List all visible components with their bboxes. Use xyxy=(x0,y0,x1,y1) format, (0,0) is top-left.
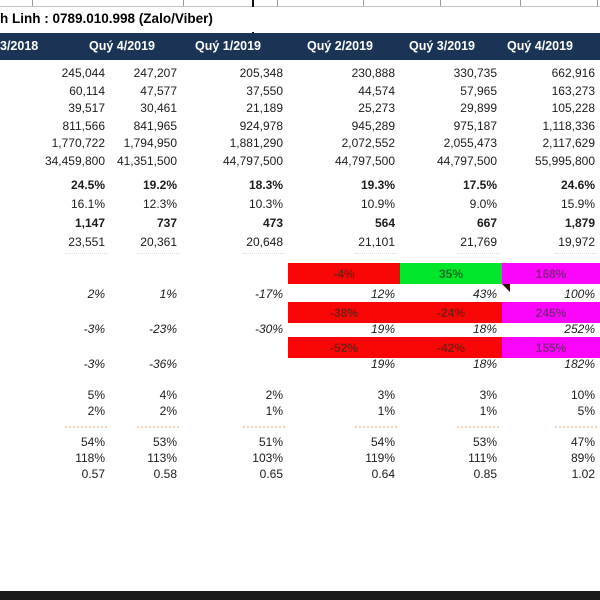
grid-cell-r4c5[interactable]: 975,187 xyxy=(453,119,497,133)
column-tick xyxy=(440,0,441,6)
formatted-cell-red[interactable]: -42% xyxy=(400,337,502,358)
grid-cell-r4c2[interactable]: 841,965 xyxy=(133,119,177,133)
hidden-row-dotline xyxy=(243,426,285,428)
grid-cell-r21c2[interactable]: 0.58 xyxy=(153,467,177,481)
grid-cell-r1c6[interactable]: 662,916 xyxy=(551,66,595,80)
contact-text: h Linh : 0789.010.998 (Zalo/Viber) xyxy=(0,11,213,26)
grid-cell-r1c3[interactable]: 205,348 xyxy=(239,66,283,80)
column-tick xyxy=(363,0,364,6)
grid-cell-r21c5[interactable]: 0.85 xyxy=(473,467,497,481)
grid-cell-r2c2[interactable]: 47,577 xyxy=(140,84,177,98)
column-tick xyxy=(32,0,33,6)
grid-cell-r8c6[interactable]: 15.9% xyxy=(560,197,595,211)
header-cell-q4[interactable]: Quý 2/2019 xyxy=(306,39,373,53)
grid-cell-r6c4[interactable]: 44,797,500 xyxy=(334,154,395,168)
grid-cell-r3c1[interactable]: 39,517 xyxy=(68,101,105,115)
hidden-row-dotline xyxy=(457,426,499,428)
grid-cell-r12c5[interactable]: 43% xyxy=(472,287,497,301)
hidden-row-dotline xyxy=(555,426,597,428)
grid-cell-r3c2[interactable]: 30,461 xyxy=(140,101,177,115)
column-tick xyxy=(520,0,521,6)
grid-cell-r6c2[interactable]: 41,351,500 xyxy=(116,154,177,168)
grid-cell-r12c2[interactable]: 1% xyxy=(159,287,177,301)
grid-cell-r21c4[interactable]: 0.64 xyxy=(371,467,395,481)
grid-cell-r7c3[interactable]: 18.3% xyxy=(248,178,283,192)
grid-cell-r6c1[interactable]: 34,459,800 xyxy=(44,154,105,168)
grid-cell-r5c1[interactable]: 1,770,722 xyxy=(51,136,105,150)
grid-cell-r14c5[interactable]: 18% xyxy=(472,322,497,336)
grid-cell-r9c6[interactable]: 1,879 xyxy=(564,216,595,230)
grid-cell-r2c3[interactable]: 37,550 xyxy=(246,84,283,98)
grid-cell-r18c3[interactable]: 1% xyxy=(265,404,283,418)
grid-cell-r21c6[interactable]: 1.02 xyxy=(571,467,595,481)
grid-cell-r20c2[interactable]: 113% xyxy=(147,451,177,465)
grid-cell-r3c3[interactable]: 21,189 xyxy=(246,101,283,115)
grid-cell-r4c4[interactable]: 945,289 xyxy=(351,119,395,133)
grid-cell-r14c3[interactable]: -30% xyxy=(254,322,283,336)
formatted-cell-red[interactable]: -4% xyxy=(288,263,400,284)
grid-cell-r17c2[interactable]: 4% xyxy=(159,388,177,402)
grid-cell-r14c6[interactable]: 252% xyxy=(564,322,595,336)
grid-cell-r17c4[interactable]: 3% xyxy=(377,388,395,402)
grid-cell-r20c4[interactable]: 119% xyxy=(365,451,395,465)
grid-cell-r19c1[interactable]: 54% xyxy=(80,435,105,449)
grid-cell-r6c3[interactable]: 44,797,500 xyxy=(222,154,283,168)
grid-cell-r19c4[interactable]: 54% xyxy=(370,435,395,449)
grid-cell-r21c3[interactable]: 0.65 xyxy=(259,467,283,481)
grid-cell-r12c4[interactable]: 12% xyxy=(370,287,395,301)
hidden-row-dotline xyxy=(65,426,107,428)
formatted-cell-magenta[interactable]: 245% xyxy=(502,302,600,323)
formatted-cell-magenta[interactable]: 155% xyxy=(502,337,600,358)
grid-cell-r3c6[interactable]: 105,228 xyxy=(551,101,595,115)
column-tick xyxy=(183,0,184,6)
grid-cell-r18c2[interactable]: 2% xyxy=(159,404,177,418)
header-cell-q6[interactable]: Quý 4/2019 xyxy=(506,39,573,53)
grid-cell-r18c1[interactable]: 2% xyxy=(87,404,105,418)
grid-cell-r8c1[interactable]: 16.1% xyxy=(70,197,105,211)
grid-cell-r16c2[interactable]: -36% xyxy=(148,357,177,371)
grid-cell-r9c4[interactable]: 564 xyxy=(374,216,395,230)
formatted-cell-green[interactable]: 35% xyxy=(400,263,502,284)
grid-cell-r20c1[interactable]: 118% xyxy=(75,451,105,465)
bottom-black-bar xyxy=(0,591,600,600)
grid-cell-r6c5[interactable]: 44,797,500 xyxy=(436,154,497,168)
grid-cell-r5c3[interactable]: 1,881,290 xyxy=(229,136,283,150)
grid-cell-r16c5[interactable]: 18% xyxy=(472,357,497,371)
grid-cell-r12c3[interactable]: -17% xyxy=(254,287,283,301)
header-cell-q5[interactable]: Quý 3/2019 xyxy=(408,39,475,53)
grid-cell-r1c5[interactable]: 330,735 xyxy=(453,66,497,80)
grid-cell-r5c2[interactable]: 1,794,950 xyxy=(123,136,177,150)
hidden-row-dotline xyxy=(137,426,179,428)
grid-cell-r18c6[interactable]: 5% xyxy=(577,404,595,418)
grid-cell-r19c5[interactable]: 53% xyxy=(472,435,497,449)
grid-cell-r14c2[interactable]: -23% xyxy=(148,322,177,336)
grid-cell-r14c4[interactable]: 19% xyxy=(370,322,395,336)
grid-cell-r9c5[interactable]: 667 xyxy=(476,216,497,230)
header-cell-q3[interactable]: Quý 1/2019 xyxy=(194,39,261,53)
grid-cell-r4c6[interactable]: 1,118,336 xyxy=(542,119,595,133)
grid-cell-r3c4[interactable]: 25,273 xyxy=(358,101,395,115)
grid-cell-r1c2[interactable]: 247,207 xyxy=(133,66,177,80)
formatted-cell-red[interactable]: -38% xyxy=(288,302,400,323)
grid-cell-r17c6[interactable]: 10% xyxy=(570,388,595,402)
hidden-row-dotline xyxy=(137,253,179,254)
hidden-row-dotline xyxy=(243,253,285,254)
grid-cell-r7c5[interactable]: 17.5% xyxy=(462,178,497,192)
grid-cell-r4c1[interactable]: 811,566 xyxy=(62,119,105,133)
quarter-header-row xyxy=(0,33,600,60)
grid-cell-r2c6[interactable]: 163,273 xyxy=(551,84,595,98)
grid-cell-r6c6[interactable]: 55,995,800 xyxy=(534,154,595,168)
grid-cell-r10c5[interactable]: 21,769 xyxy=(460,235,497,249)
formatted-cell-red[interactable]: -24% xyxy=(400,302,502,323)
hidden-row-dotline xyxy=(555,253,597,254)
grid-cell-r3c5[interactable]: 29,899 xyxy=(460,101,497,115)
grid-cell-r18c5[interactable]: 1% xyxy=(479,404,497,418)
hidden-row-dotline xyxy=(355,426,397,428)
grid-cell-r20c3[interactable]: 103% xyxy=(252,451,283,465)
grid-cell-r19c3[interactable]: 51% xyxy=(258,435,283,449)
grid-cell-r12c1[interactable]: 2% xyxy=(87,287,105,301)
grid-cell-r7c1[interactable]: 24.5% xyxy=(70,178,105,192)
grid-cell-r9c2[interactable]: 737 xyxy=(156,216,177,230)
hidden-row-dotline xyxy=(355,253,397,254)
grid-cell-r2c5[interactable]: 57,965 xyxy=(460,84,497,98)
grid-cell-r16c4[interactable]: 19% xyxy=(370,357,395,371)
grid-cell-r17c3[interactable]: 2% xyxy=(265,388,283,402)
grid-cell-r16c1[interactable]: -3% xyxy=(83,357,105,371)
grid-cell-r7c6[interactable]: 24.6% xyxy=(560,178,595,192)
grid-cell-r8c4[interactable]: 10.9% xyxy=(360,197,395,211)
grid-cell-r19c6[interactable]: 47% xyxy=(570,435,595,449)
grid-cell-r10c2[interactable]: 20,361 xyxy=(140,235,177,249)
grid-cell-r2c1[interactable]: 60,114 xyxy=(69,84,105,98)
column-tick xyxy=(277,0,278,6)
grid-cell-r21c1[interactable]: 0.57 xyxy=(81,467,105,481)
grid-cell-r17c1[interactable]: 5% xyxy=(87,388,105,402)
grid-cell-r1c1[interactable]: 245,044 xyxy=(61,66,105,80)
grid-cell-r5c5[interactable]: 2,055,473 xyxy=(443,136,497,150)
grid-cell-r19c2[interactable]: 53% xyxy=(152,435,177,449)
grid-cell-r10c6[interactable]: 19,972 xyxy=(558,235,595,249)
grid-cell-r20c5[interactable]: 111% xyxy=(468,451,497,465)
hidden-row-dotline xyxy=(65,253,107,254)
grid-cell-r10c1[interactable]: 23,551 xyxy=(68,235,105,249)
header-cell-q1[interactable]: 3/2018 xyxy=(0,39,39,53)
grid-cell-r4c3[interactable]: 924,978 xyxy=(239,119,283,133)
grid-cell-r20c6[interactable]: 89% xyxy=(570,451,595,465)
grid-cell-r9c1[interactable]: 1,147 xyxy=(74,216,105,230)
grid-cell-r1c4[interactable]: 230,888 xyxy=(351,66,395,80)
grid-cell-r9c3[interactable]: 473 xyxy=(262,216,283,230)
grid-cell-r10c4[interactable]: 21,101 xyxy=(358,235,395,249)
grid-cell-r10c3[interactable]: 20,648 xyxy=(246,235,283,249)
grid-cell-r5c4[interactable]: 2,072,552 xyxy=(341,136,395,150)
grid-cell-r17c5[interactable]: 3% xyxy=(479,388,497,402)
grid-cell-r8c2[interactable]: 12.3% xyxy=(142,197,177,211)
grid-cell-r2c4[interactable]: 44,574 xyxy=(358,84,395,98)
grid-cell-r5c6[interactable]: 2,117,629 xyxy=(542,136,595,150)
grid-cell-r7c4[interactable]: 19.3% xyxy=(360,178,395,192)
formatted-cell-magenta[interactable]: 168% xyxy=(502,263,600,284)
grid-cell-r18c4[interactable]: 1% xyxy=(377,404,395,418)
grid-cell-r12c6[interactable]: 100% xyxy=(564,287,595,301)
hidden-row-dotline xyxy=(457,253,499,254)
grid-cell-r8c5[interactable]: 9.0% xyxy=(469,197,497,211)
grid-cell-r8c3[interactable]: 10.3% xyxy=(248,197,283,211)
contact-banner xyxy=(0,7,600,32)
grid-cell-r7c2[interactable]: 19.2% xyxy=(142,178,177,192)
grid-cell-r16c6[interactable]: 182% xyxy=(564,357,595,371)
grid-cell-r14c1[interactable]: -3% xyxy=(83,322,105,336)
column-tick xyxy=(597,0,598,6)
header-cell-q2[interactable]: Quý 4/2019 xyxy=(88,39,155,53)
formatted-cell-red[interactable]: -52% xyxy=(288,337,400,358)
